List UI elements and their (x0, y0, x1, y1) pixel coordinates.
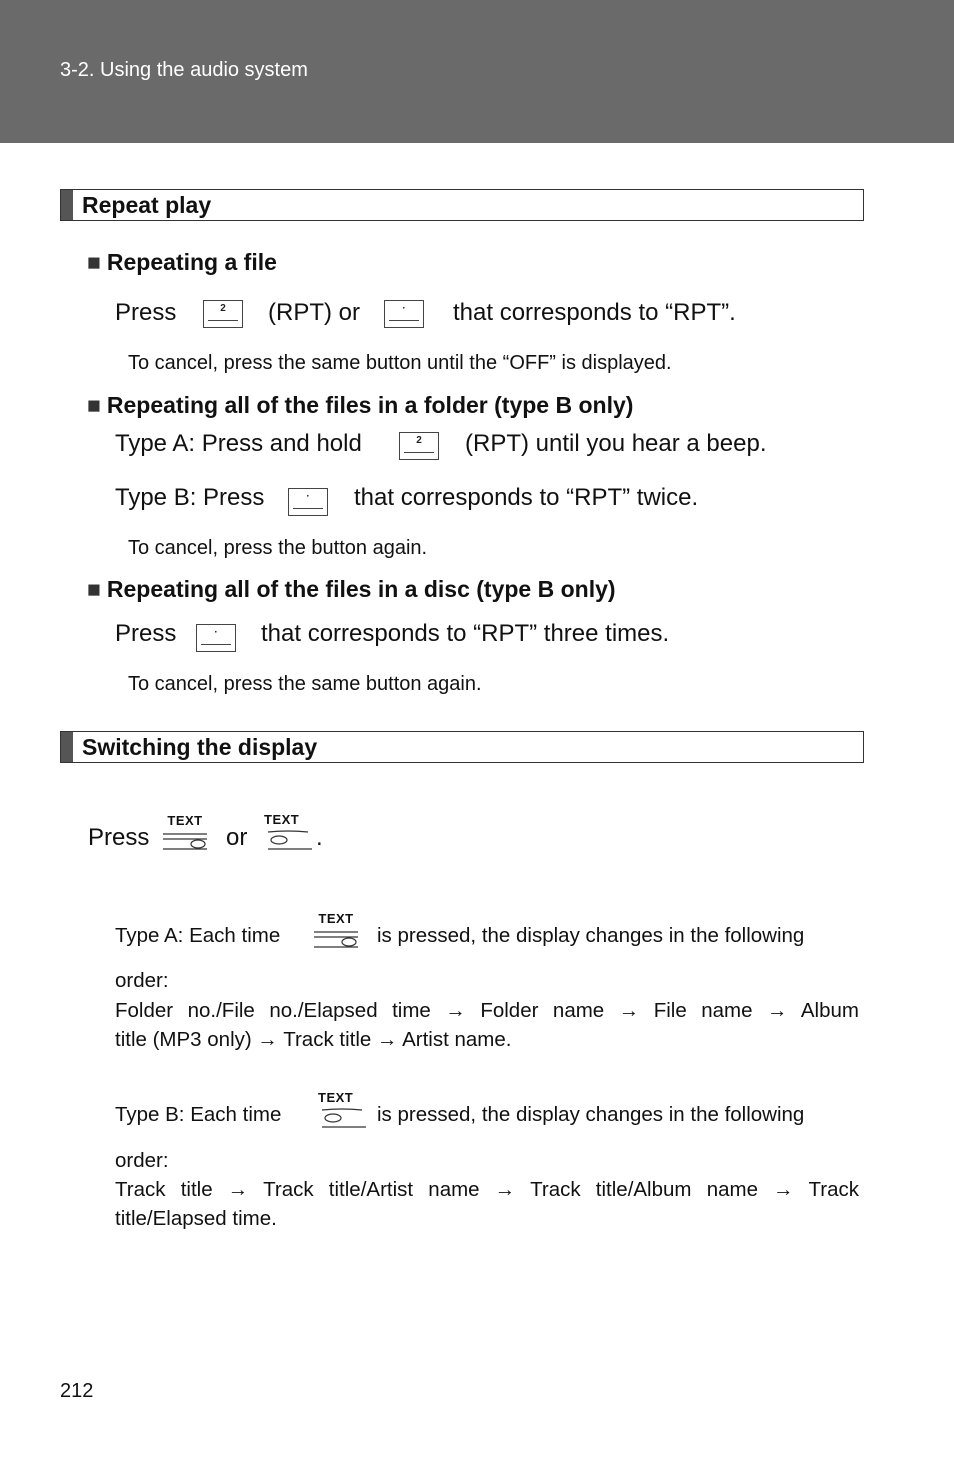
heading-bar (61, 732, 73, 762)
type-a-tail: is pressed, the display changes in the following (377, 924, 805, 947)
type-a-order-label: order: (115, 969, 169, 992)
rpt-or-label: (RPT) or (268, 299, 360, 326)
press-label: Press (115, 620, 177, 647)
dot-button-icon: · (288, 488, 328, 516)
press-label: Press (88, 824, 150, 851)
press-label: Press (115, 299, 177, 326)
type-b-each-time: Type B: Each time (115, 1103, 282, 1126)
type-a-folder-text: Type A: Press and hold (115, 430, 362, 457)
repeat-play-heading: Repeat play (82, 192, 212, 218)
switching-display-heading: Switching the display (82, 734, 318, 760)
dot-button-icon: · (384, 300, 424, 328)
type-a-order-line-2: title (MP3 only) → Track title → Artist name. (115, 1028, 512, 1051)
repeating-file-subheading: ■ Repeating a file (87, 249, 277, 275)
text-button-type-a-icon: TEXT (161, 813, 209, 853)
page-header (0, 0, 954, 143)
square-bullet-icon: ■ (87, 576, 101, 602)
repeat-play-heading-box (60, 189, 864, 221)
page-number: 212 (60, 1380, 94, 1402)
period: . (316, 824, 323, 851)
rpt-2-button-icon: 2 (399, 432, 439, 460)
type-b-folder-text: Type B: Press (115, 484, 265, 511)
type-b-tail: is pressed, the display changes in the following (377, 1103, 805, 1126)
text-button-type-b-icon: TEXT (318, 1090, 366, 1130)
type-b-order-label: order: (115, 1149, 169, 1172)
disc-tail-text: that corresponds to “RPT” three times. (261, 620, 670, 647)
text-button-type-b-icon: TEXT (264, 812, 312, 852)
square-bullet-icon: ■ (87, 249, 101, 275)
square-bullet-icon: ■ (87, 392, 101, 418)
dot-button-icon: · (196, 624, 236, 652)
rpt-2-button-icon: 2 (203, 300, 243, 328)
type-a-order-line-1: Folder no./File no./Elapsed time → Folder name → File name → Album (115, 999, 859, 1022)
repeating-disc-subheading: ■ Repeating all of the files in a disc (type B only) (87, 576, 616, 602)
or-label: or (226, 824, 248, 851)
type-a-folder-tail: (RPT) until you hear a beep. (465, 430, 767, 457)
section-breadcrumb: 3-2. Using the audio system (60, 59, 308, 81)
type-b-folder-tail: that corresponds to “RPT” twice. (354, 484, 699, 511)
type-b-order-line-2: title/Elapsed time. (115, 1207, 277, 1230)
rpt-tail-text: that corresponds to “RPT”. (453, 299, 736, 326)
cancel-note-folder: To cancel, press the button again. (128, 537, 428, 559)
text-button-type-a-icon: TEXT (312, 911, 360, 951)
cancel-note-file: To cancel, press the same button until the “OFF” is displayed. (128, 352, 672, 374)
cancel-note-disc: To cancel, press the same button again. (128, 673, 482, 695)
type-a-each-time: Type A: Each time (115, 924, 281, 947)
repeating-folder-subheading: ■ Repeating all of the files in a folder (type B only) (87, 392, 634, 418)
switching-display-heading-box (60, 731, 864, 763)
heading-bar (61, 190, 73, 220)
type-b-order-line-1: Track title → Track title/Artist name → Track title/Album name → Track (115, 1178, 859, 1201)
